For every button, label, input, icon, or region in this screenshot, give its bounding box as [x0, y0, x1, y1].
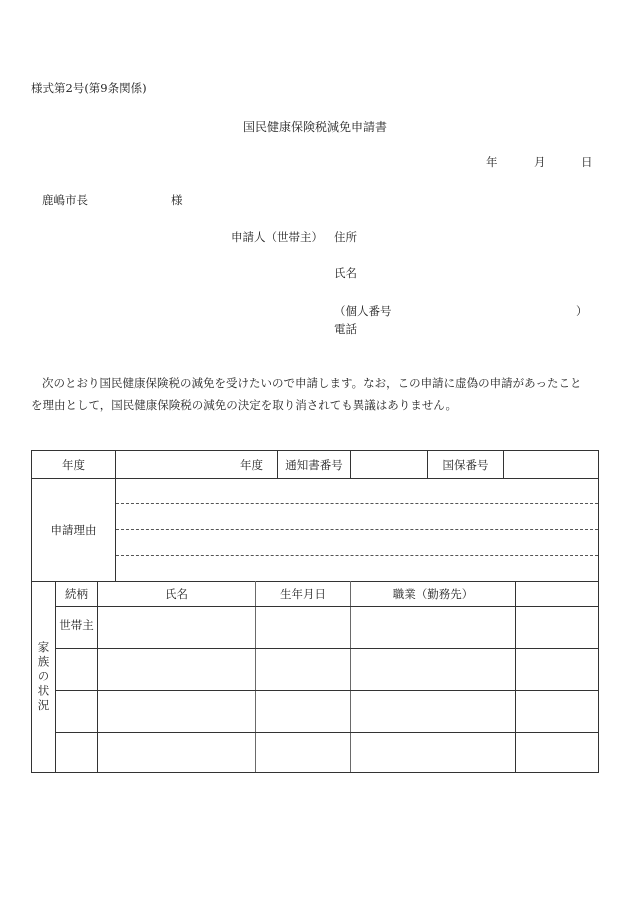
statement-line-1: 次のとおり国民健康保険税の減免を受けたいので申請します。なお，この申請に虚偽の申請があったこと [42, 376, 582, 390]
family-status-label: 家族の状況 [36, 640, 51, 714]
reason-writing-line [116, 503, 598, 504]
statement-line-2: を理由として，国民健康保険税の減免の決定を取り消されても異議はありません。 [31, 398, 457, 412]
address-label: 住所 [334, 230, 357, 244]
column-header-birthdate: 生年月日 [280, 587, 326, 601]
table-divider [255, 581, 256, 772]
form-title: 国民健康保険税減免申請書 [242, 120, 387, 134]
insurance-number-label: 国保番号 [442, 457, 489, 472]
table-divider [515, 581, 516, 772]
reason-writing-line [116, 555, 598, 556]
relation-head-of-household: 世帯主 [59, 618, 94, 632]
reason-label: 申請理由 [50, 523, 97, 537]
notice-number-label: 通知書番号 [285, 457, 343, 472]
application-table [31, 450, 599, 773]
fiscal-year-label: 年度 [62, 457, 85, 472]
addressee-name: 鹿嶋市長 [42, 193, 88, 207]
fiscal-year-suffix: 年度 [240, 457, 263, 472]
fiscal-year-field [116, 451, 277, 478]
table-divider [56, 732, 598, 733]
name-label: 氏名 [334, 266, 357, 280]
column-header-name: 氏名 [165, 587, 188, 601]
my-number-label: （個人番号 [334, 304, 392, 318]
column-header-occupation: 職業（勤務先） [392, 587, 474, 601]
table-divider [56, 606, 598, 607]
my-number-close-paren: ） [576, 304, 588, 318]
table-divider [97, 581, 98, 772]
date-year-label: 年 [486, 155, 498, 169]
table-divider [32, 478, 598, 479]
notice-number-field [351, 451, 427, 478]
family-status-label-cell [32, 582, 55, 772]
table-divider [56, 648, 598, 649]
table-divider [56, 690, 598, 691]
table-divider [350, 581, 351, 772]
insurance-number-field [504, 451, 598, 478]
applicant-label: 申請人（世帯主） [231, 230, 323, 244]
date-day-label: 日 [581, 155, 593, 169]
form-number: 様式第2号(第9条関係) [31, 81, 147, 95]
date-month-label: 月 [534, 155, 546, 169]
addressee-honorific: 様 [171, 193, 183, 207]
column-header-relation: 続柄 [65, 587, 88, 601]
phone-label: 電話 [334, 322, 357, 336]
reason-writing-line [116, 529, 598, 530]
